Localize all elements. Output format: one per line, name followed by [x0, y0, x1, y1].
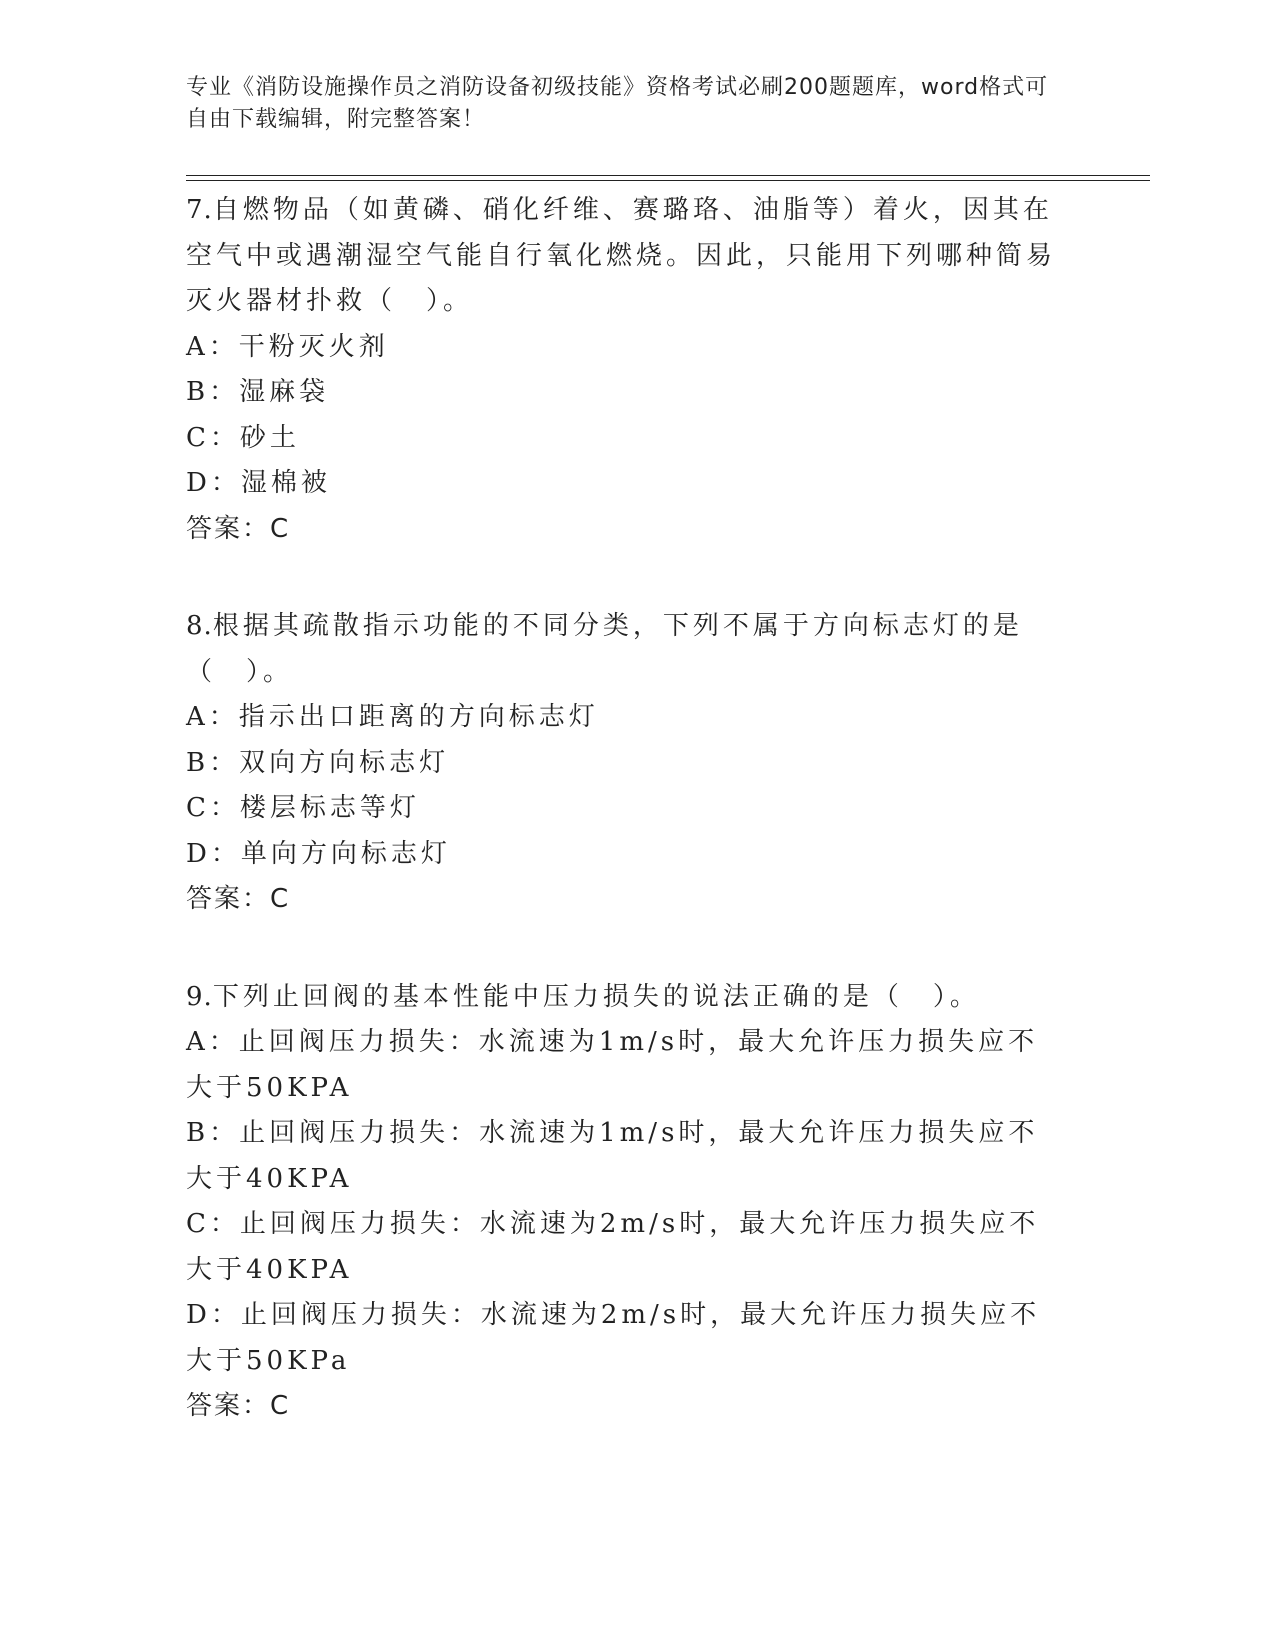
question-8 — [186, 604, 1066, 923]
option-a: A：干粉灭火剂 — [186, 331, 389, 362]
question-text — [186, 604, 1066, 695]
option-a: A：指示出口距离的方向标志灯 — [186, 702, 599, 732]
answer: 答案：C — [186, 1391, 291, 1421]
question-list — [186, 188, 1066, 1482]
option-d: D：止回阀压力损失：水流速为2m/s时，最大允许压力损失应不大于50KPa — [186, 1300, 1041, 1376]
option-c: C：砂土 — [186, 422, 300, 453]
question-body: 下列止回阀的基本性能中压力损失的说法正确的是（ ）。 — [212, 981, 980, 1012]
question-7 — [186, 188, 1066, 552]
option-c: C：楼层标志等灯 — [186, 793, 420, 823]
document-header: 专业《消防设施操作员之消防设备初级技能》资格考试必刷200题题库，word格式可自由下载编辑，附完整答案！ — [186, 75, 1049, 132]
option-a: A：止回阀压力损失：水流速为1m/s时，最大允许压力损失应不大于50KPA — [186, 1027, 1039, 1103]
answer: 答案：C — [186, 884, 291, 914]
option-c: C：止回阀压力损失：水流速为2m/s时，最大允许压力损失应不大于40KPA — [186, 1209, 1040, 1285]
question-text — [186, 188, 1066, 325]
question-number: 7. — [186, 195, 213, 225]
option-d: D：湿棉被 — [186, 468, 331, 498]
header-rule-bottom — [186, 180, 1150, 181]
option-b: B：双向方向标志灯 — [186, 747, 450, 778]
option-d: D：单向方向标志灯 — [186, 838, 451, 869]
question-number: 9. — [186, 981, 213, 1012]
header-rule-top — [186, 175, 1150, 176]
question-number: 8. — [186, 611, 213, 641]
answer: 答案：C — [186, 513, 291, 544]
question-body: 根据其疏散指示功能的不同分类，下列不属于方向标志灯的是（ ）。 — [186, 611, 1023, 687]
question-9 — [186, 975, 1066, 1430]
option-b: B：止回阀压力损失：水流速为1m/s时，最大允许压力损失应不大于40KPA — [186, 1118, 1039, 1194]
option-b: B：湿麻袋 — [186, 377, 330, 407]
question-body: 自燃物品（如黄磷、硝化纤维、赛璐珞、油脂等）着火，因其在空气中或遇潮湿空气能自行氧化燃烧。因此，只能用下列哪种简易灭火器材扑救（ ）。 — [186, 195, 1057, 316]
question-text — [186, 975, 1066, 1021]
